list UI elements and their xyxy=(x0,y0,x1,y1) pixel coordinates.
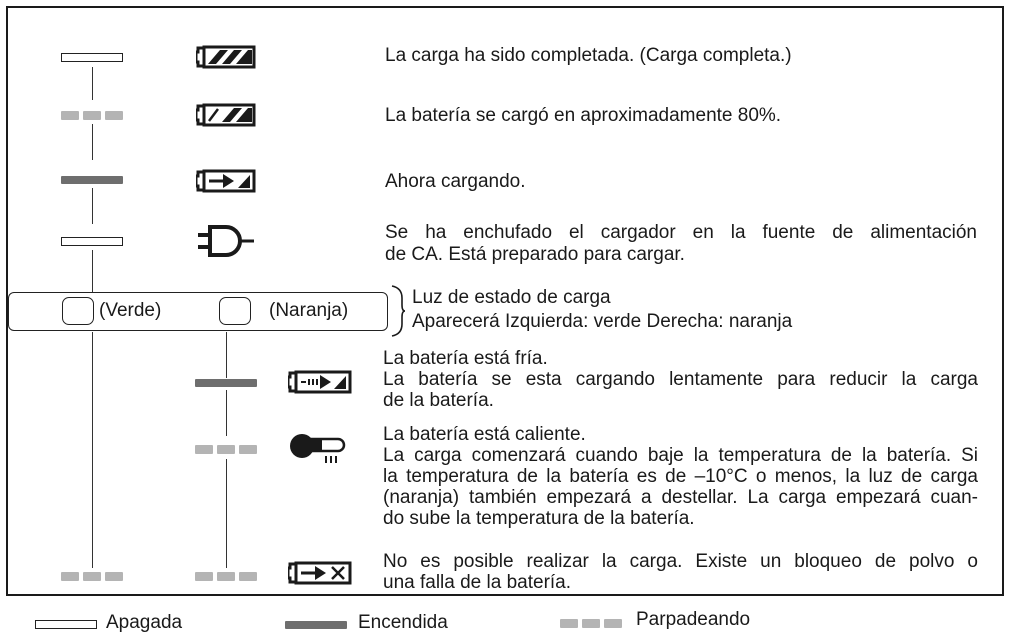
hot-line3: la temperatura de la batería es de –10°C o menos, la luz de carga xyxy=(383,466,978,487)
green-lamp-on xyxy=(61,176,123,184)
battery-error-icon xyxy=(288,559,352,587)
connector-line xyxy=(226,332,227,378)
battery-charging-icon xyxy=(196,168,256,194)
battery-slow-charge-icon xyxy=(288,368,352,396)
row-80-text: La batería se cargó en aproximadamente 80%. xyxy=(385,105,782,126)
connector-line xyxy=(92,124,93,160)
legend-off-swatch xyxy=(35,620,97,629)
status-subtitle: Aparecerá Izquierda: verde Derecha: naranja xyxy=(412,311,793,332)
error-line2: una falla de la batería. xyxy=(383,572,572,593)
legend-blink-swatch xyxy=(560,619,622,628)
hot-line1: La batería está caliente. xyxy=(383,424,586,445)
connector-line xyxy=(226,390,227,436)
orange-lamp-indicator xyxy=(219,297,251,325)
hot-line4: (naranja) también empezará a destellar. La carga empezará cuan- xyxy=(383,487,978,508)
orange-lamp-label: (Naranja) xyxy=(269,300,349,321)
green-lamp-off xyxy=(61,53,123,62)
green-lamp-blinking xyxy=(61,111,123,120)
green-lamp-blinking xyxy=(61,572,123,581)
hot-line2: La carga comenzará cuando baje la temperatura de la batería. Si xyxy=(383,445,978,466)
legend-blink-label: Parpadeando xyxy=(636,609,751,630)
connector-line xyxy=(92,67,93,100)
connector-line xyxy=(226,459,227,568)
legend-off-label: Apagada xyxy=(106,612,183,633)
green-lamp-indicator xyxy=(62,297,94,325)
orange-lamp-blinking xyxy=(195,445,257,454)
battery-80-icon xyxy=(196,102,256,128)
cold-line2: La batería se esta cargando lentamente para reducir la carga xyxy=(383,369,978,390)
legend-on-label: Encendida xyxy=(358,612,448,633)
thermometer-hot-icon xyxy=(288,430,350,466)
cold-line3: de la batería. xyxy=(383,390,494,411)
connector-line xyxy=(92,250,93,292)
orange-lamp-on xyxy=(195,379,257,387)
error-line1: No es posible realizar la carga. Existe un bloqueo de polvo o xyxy=(383,551,978,572)
cold-line1: La batería está fría. xyxy=(383,348,548,369)
orange-lamp-blinking xyxy=(195,572,257,581)
status-title: Luz de estado de carga xyxy=(412,287,611,308)
hot-line5: do sube la temperatura de la batería. xyxy=(383,508,695,529)
battery-full-icon xyxy=(196,44,256,70)
charge-status-lamp-panel xyxy=(8,292,388,331)
row-plugged-text-line1: Se ha enchufado el cargador en la fuente de alimentación xyxy=(385,222,977,243)
status-brace xyxy=(390,284,406,338)
power-plug-icon xyxy=(196,224,258,258)
legend-on-swatch xyxy=(285,621,347,629)
green-lamp-label: (Verde) xyxy=(99,300,162,321)
connector-line xyxy=(92,332,93,568)
connector-line xyxy=(92,188,93,224)
row-charging-text: Ahora cargando. xyxy=(385,171,526,192)
green-lamp-off xyxy=(61,237,123,246)
row-plugged-text-line2: de CA. Está preparado para cargar. xyxy=(385,244,685,265)
row-full-text: La carga ha sido completada. (Carga completa.) xyxy=(385,45,792,66)
